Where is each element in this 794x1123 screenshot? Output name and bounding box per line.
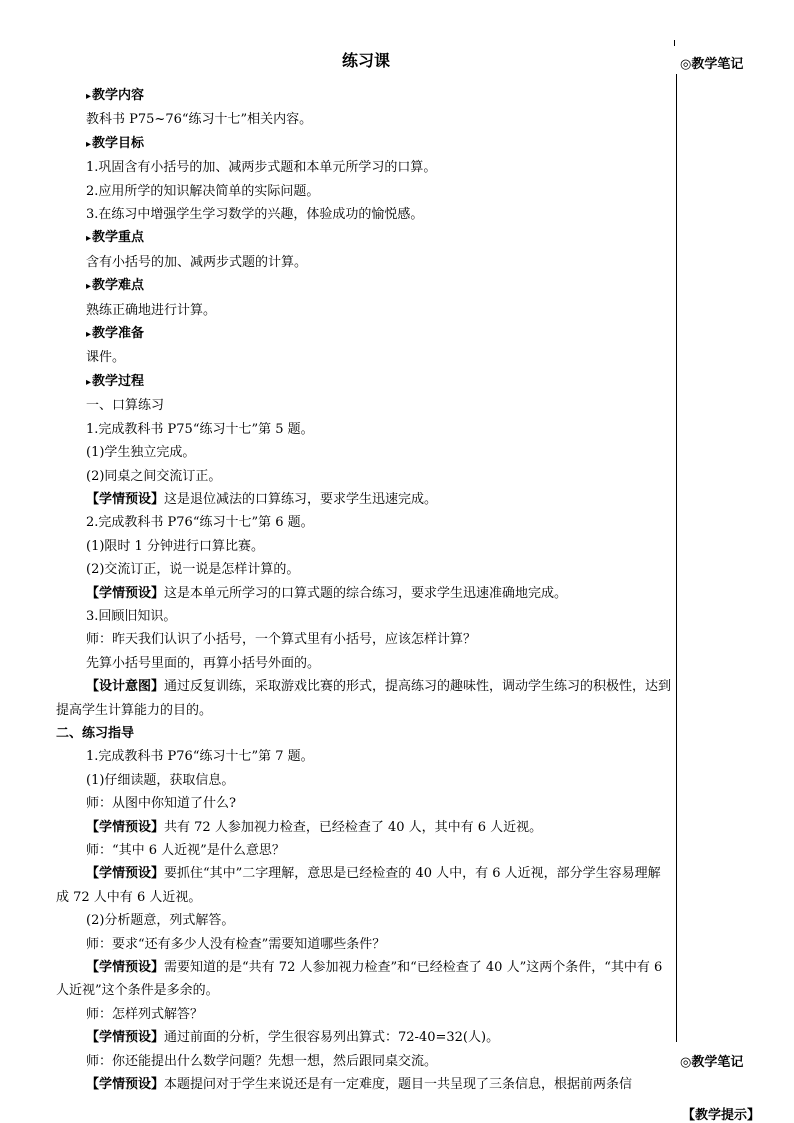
process-text: 通过反复训练，采取游戏比赛的形式，提高练习的趣味性，调动学生练习的积极性，达到提高学生计算能力的目的。 (56, 679, 672, 718)
margin-divider (676, 74, 677, 1042)
goal-item: 3.在练习中增强学生学习数学的兴趣，体验成功的愉悦感。 (86, 207, 424, 223)
lesson-body (56, 84, 672, 1096)
process-line (86, 1073, 672, 1096)
tag-label: 【学情预设】 (86, 1030, 165, 1046)
tag-label: 【学情预设】 (86, 585, 165, 601)
heading-goals: ▸ 教学目标 (86, 132, 672, 156)
process-text: 这是退位减法的口算练习，要求学生迅速完成。 (164, 491, 438, 507)
process-line (56, 956, 672, 1003)
process-text: 这是本单元所学习的口算式题的综合练习，要求学生迅速准确地完成。 (164, 585, 568, 601)
process-text: 通过前面的分析，学生很容易列出算式：72-40=32(人)。 (164, 1030, 500, 1046)
process-line (86, 1026, 672, 1049)
process-line: (2)交流订正，说一说是怎样计算的。 (86, 562, 300, 578)
process-line: (1)限时 1 分钟进行口算比赛。 (86, 538, 264, 554)
process-text: 共有 72 人参加视力检查，已经检查了 40 人，其中有 6 人近视。 (164, 819, 543, 835)
process-line (56, 862, 672, 909)
tag-label: 【学情预设】 (86, 960, 165, 976)
margin-tick (674, 40, 675, 46)
process-line: 师：昨天我们认识了小括号，一个算式里有小括号，应该怎样计算？ (86, 632, 477, 648)
process-line: 先算小括号里面的，再算小括号外面的。 (86, 655, 321, 671)
process-line: 1.完成教科书 P75“练习十七”第 5 题。 (86, 421, 314, 437)
process-line: 师：从图中你知道了什么? (86, 796, 236, 812)
process-line: 师：你还能提出什么数学问题？先想一想，然后跟同桌交流。 (86, 1053, 438, 1069)
text-difficulties: 熟练正确地进行计算。 (86, 302, 217, 318)
process-line: (2)同桌之间交流订正。 (86, 468, 222, 484)
process-line: 师：“其中 6 人近视”是什么意思？ (86, 843, 285, 858)
process-line: (1)学生独立完成。 (86, 445, 196, 461)
tag-label: 【设计意图】 (86, 679, 165, 695)
teaching-tip-label: 【教学提示】 (681, 1108, 760, 1123)
process-line (56, 675, 672, 722)
tag-label: 【学情预设】 (86, 491, 165, 507)
heading-key-points: ▸ 教学重点 (86, 226, 672, 250)
process-line: (1)仔细读题，获取信息。 (86, 772, 235, 788)
process-line: 一、口算练习 (86, 398, 165, 414)
process-line: (2)分析题意，列式解答。 (86, 913, 235, 929)
process-text: 本题提问对于学生来说还是有一定难度，题目一共呈现了三条信息，根据前两条信 (164, 1077, 633, 1093)
process-line: 二、练习指导 (56, 725, 135, 741)
process-line (86, 816, 672, 839)
process-line (86, 582, 672, 605)
heading-process: ▸ 教学过程 (86, 370, 672, 394)
process-line: 师：要求“还有多少人没有检查”需要知道哪些条件？ (86, 936, 386, 952)
process-text: 要抓住“其中”二字理解，意思是已经检查的 40 人中，有 6 人近视，部分学生容易理解成 72 人中有 6 人近视。 (56, 866, 661, 905)
process-line (86, 488, 672, 511)
heading-preparation: ▸ 教学准备 (86, 322, 672, 346)
text-key-points: 含有小括号的加、减两步式题的计算。 (86, 254, 308, 270)
text-content: 教科书 P75~76“练习十七”相关内容。 (86, 112, 313, 128)
text-preparation: 课件。 (86, 350, 126, 366)
heading-difficulties: ▸ 教学难点 (86, 274, 672, 298)
tag-label: 【学情预设】 (86, 866, 165, 882)
process-line: 师：怎样列式解答？ (86, 1006, 204, 1022)
goal-item: 2.应用所学的知识解决简单的实际问题。 (86, 183, 320, 199)
teaching-notes-label-top: ◎教学笔记 (680, 57, 744, 72)
process-line: 3.回顾旧知识。 (86, 608, 177, 624)
heading-content: ▸ 教学内容 (86, 84, 672, 108)
process-text: 需要知道的是“共有 72 人参加视力检查”和“已经检查了 40 人”这两个条件，“其中有 6 人近视”这个条件是多余的。 (56, 960, 663, 999)
goal-item: 1.巩固含有小括号的加、减两步式题和本单元所学习的口算。 (86, 160, 437, 176)
page-title: 练习课 (341, 51, 390, 70)
process-line: 2.完成教科书 P76“练习十七”第 6 题。 (86, 515, 314, 531)
tag-label: 【学情预设】 (86, 819, 165, 835)
teaching-notes-label-bottom: ◎教学笔记 (680, 1055, 744, 1070)
tag-label: 【学情预设】 (86, 1077, 165, 1093)
process-line: 1.完成教科书 P76“练习十七”第 7 题。 (86, 749, 314, 765)
